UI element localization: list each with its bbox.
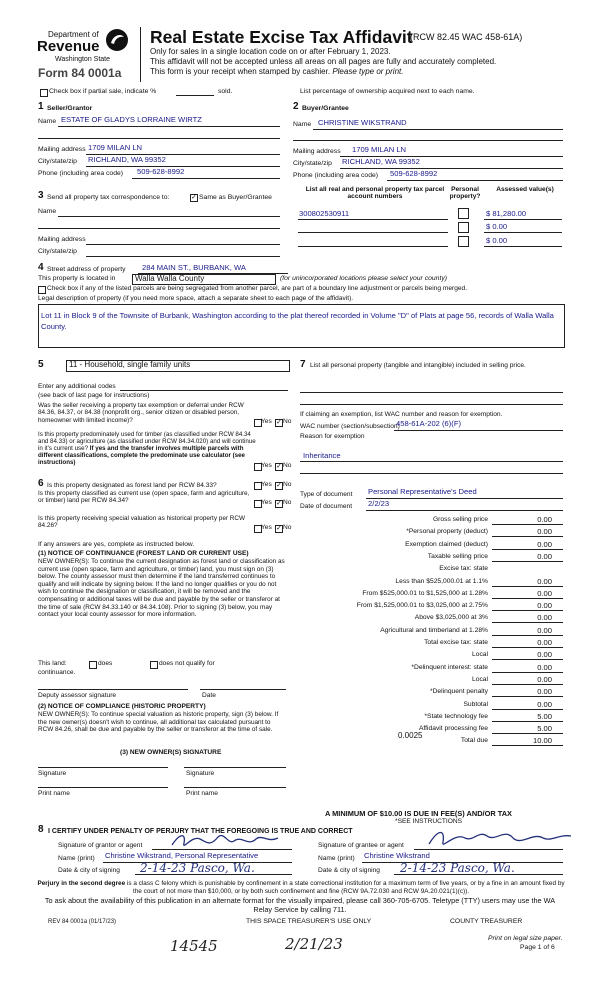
street-section-number: 4: [38, 262, 44, 273]
assessed-value-field[interactable]: $ 0.00: [486, 222, 508, 231]
tax-row-label: *Personal property (deduct): [406, 528, 488, 536]
additional-codes-label: Enter any additional codes: [38, 383, 116, 390]
seller-name-field[interactable]: ESTATE OF GLADYS LORRAINE WIRTZ: [61, 115, 202, 124]
dept-line2: Revenue: [37, 38, 100, 55]
tax-row-value[interactable]: 0.00: [537, 674, 552, 684]
forest-no-checkbox[interactable]: ✓: [276, 482, 282, 489]
additional-codes-line[interactable]: [120, 390, 288, 391]
tax-row-value[interactable]: 10.00: [532, 736, 552, 746]
tax-row-line: [492, 598, 563, 599]
header-note1: Only for sales in a single location code on or after February 1, 2023.: [150, 47, 391, 56]
parcel-number-line[interactable]: [298, 232, 448, 233]
certify-statement: I CERTIFY UNDER PENALTY OF PERJURY THAT THE FOREGOING IS TRUE AND CORRECT: [48, 828, 353, 835]
tax-row-value[interactable]: 0.00: [537, 551, 552, 561]
tax-row-label: Exemption claimed (deduct): [405, 540, 488, 548]
legal-paper-note: Print on legal size paper.: [488, 935, 563, 942]
exemption-no-checkbox[interactable]: ✓: [276, 419, 282, 426]
tax-row-value[interactable]: 0.00: [537, 650, 552, 660]
buyer-city-label: City/state/zip: [293, 160, 332, 167]
tax-row-value[interactable]: 0.00: [537, 527, 552, 537]
personal-property-label: List all personal property (tangible and intangible) included in selling price.: [310, 362, 526, 369]
revenue-logo-icon: [105, 28, 129, 52]
new-owner-signature-title: (3) NEW OWNER(S) SIGNATURE: [120, 749, 222, 756]
historic-yes-label: Yes: [261, 524, 272, 531]
title-rcw: (RCW 82.45 WAC 458-61A): [410, 32, 523, 42]
tax-row-line: [492, 659, 563, 660]
notice-continuance-title: (1) NOTICE OF CONTINUANCE (FOREST LAND OR CURRENT USE): [38, 550, 249, 557]
seller-spacer-line: [38, 138, 280, 139]
tax-row-value[interactable]: 0.00: [537, 687, 552, 697]
buyer-name-field[interactable]: CHRISTINE WIKSTRAND: [318, 118, 407, 127]
new-owner-print-label-2: Print name: [186, 790, 218, 797]
tax-row-label: Excise tax: state: [439, 565, 488, 573]
new-owner-print-line-1[interactable]: [38, 787, 168, 788]
assessed-value-field[interactable]: $ 0.00: [486, 236, 508, 245]
current-use-question: Is this property classified as current use (open space, farm and agriculture, or timber) land per RCW 84.34?: [38, 490, 250, 505]
legal-description-field: Lot 11 in Block 9 of the Townsite of Burbank, Washington according to the plat thereof recorded in Volume "D" of Plats at page 56, records of Walla Walla County.: [41, 311, 554, 331]
timber-yes-label: Yes: [261, 462, 272, 469]
grantee-date-field[interactable]: 2-14-23 Pasco, Wa.: [400, 861, 515, 875]
certify-section-number: 8: [38, 824, 44, 835]
current-use-no-label: No: [283, 499, 292, 506]
tax-row-label: Gross selling price: [432, 516, 488, 523]
buyer-name-line: [313, 129, 563, 130]
tax-row-value[interactable]: 0.00: [537, 638, 552, 647]
personal-property-section-number: 7: [300, 359, 306, 370]
buyer-mailing-label: Mailing address: [293, 148, 341, 155]
local-rate-field[interactable]: 0.0025: [398, 731, 423, 740]
tax-row-line: [492, 696, 563, 697]
exemption-instructions: If claiming an exemption, list WAC number and reason for exemption.: [300, 411, 503, 418]
exemption-no-label: No: [283, 418, 292, 425]
personal-property-col-header: Personal property?: [449, 186, 481, 201]
tax-row-line: [492, 709, 563, 710]
continuance-label: continuance.: [38, 669, 76, 676]
see-instructions-note: *SEE INSTRUCTIONS: [395, 818, 463, 825]
tax-row-label: Local: [472, 651, 488, 659]
tax-row-value[interactable]: 0.00: [537, 625, 552, 635]
wac-field[interactable]: 458-61A-202 (6)(F): [396, 419, 461, 428]
buyer-spacer-line: [293, 140, 563, 141]
buyer-name-label: Name: [293, 121, 312, 128]
segregated-label: Check box if any of the listed parcels are being segregated from another parcel, are part of a boundary line adjustment or parcels being merged.: [47, 285, 468, 292]
seller-mailing-field[interactable]: 1709 MILAN LN: [88, 143, 143, 152]
handwritten-receipt-date: 2/21/23: [285, 935, 343, 953]
correspondence-label: Send all property tax correspondence to:: [47, 194, 170, 201]
assessed-value-line: [484, 219, 562, 220]
tax-row-label: From $1,525,000.01 to $3,025,000 at 2.75%: [356, 602, 488, 610]
tax-row-line: [492, 684, 563, 685]
current-use-no-checkbox[interactable]: ✓: [276, 500, 282, 507]
seller-heading: Seller/Grantor: [47, 105, 93, 112]
tax-row-label: Total excise tax: state: [424, 639, 488, 646]
new-owner-print-label-1: Print name: [38, 790, 70, 797]
exemption-question: Was the seller receiving a property tax exemption or deferral under RCW 84.36, 84.37, or 84.38 (nonprofit org., senior citizen or disabled person, homeowner with limited income)?: [38, 402, 244, 424]
seller-phone-line: [132, 178, 280, 179]
this-land-label: This land:: [38, 660, 67, 667]
use-section-number: 5: [38, 359, 44, 370]
header-divider: [140, 27, 141, 82]
notice-compliance-title: (2) NOTICE OF COMPLIANCE (HISTORIC PROPERTY): [38, 703, 206, 710]
tax-row-line: [492, 561, 563, 562]
new-owner-signature-label-1: Signature: [38, 770, 67, 777]
seller-name-label: Name: [38, 118, 57, 125]
tax-row-label: Subtotal: [463, 700, 488, 708]
buyer-mailing-field[interactable]: 1709 MILAN LN: [352, 145, 407, 154]
tax-row-value[interactable]: 0.00: [537, 515, 552, 524]
assessed-value-field[interactable]: $ 81,280.00: [486, 209, 527, 218]
tax-row-label: Total due: [460, 737, 488, 745]
see-back-label: (see back of last page for instructions): [38, 392, 150, 399]
form-number: Form 84 0001a: [38, 66, 122, 80]
county-treasurer-label: COUNTY TREASURER: [450, 918, 523, 925]
doc-date-field[interactable]: 2/2/23: [368, 499, 390, 508]
does-not-label: does not qualify for: [159, 660, 215, 667]
personal-property-line-1[interactable]: [300, 392, 563, 393]
tax-row-value[interactable]: 0.00: [537, 539, 552, 549]
seller-phone-field[interactable]: 509-628-8992: [137, 167, 185, 176]
doc-type-field[interactable]: Personal Representative's Deed: [368, 487, 477, 496]
assessed-value-line: [484, 246, 562, 247]
tax-row-value[interactable]: 0.00: [537, 662, 552, 672]
grantor-name-label: Name (print): [58, 855, 95, 862]
grantee-name-label: Name (print): [318, 855, 355, 862]
street-field[interactable]: 284 MAIN ST., BURBANK, WA: [142, 263, 246, 272]
segregated-checkbox[interactable]: [38, 286, 46, 294]
grantor-date-label: Date & city of signing: [58, 867, 120, 874]
page-number: Page 1 of 6: [520, 944, 555, 951]
grantor-name-field[interactable]: Christine Wikstrand, Personal Representative: [105, 851, 259, 860]
tax-row-label: Above $3,025,000 at 3%: [414, 614, 488, 622]
tax-row-line: [492, 733, 563, 734]
forest-yes-label: Yes: [261, 481, 272, 488]
wac-line: [394, 430, 563, 431]
parcel-col-header: List all real and personal property tax parcel account numbers: [305, 186, 445, 201]
tax-row-label: *Delinquent penalty: [430, 688, 488, 696]
county-select-value: Walla Walla County: [135, 274, 205, 283]
ownership-note: List percentage of ownership acquired next to each name.: [300, 88, 475, 95]
tax-row-value[interactable]: 5.00: [537, 711, 552, 721]
notice-continuance-text: NEW OWNER(S): To continue the current designation as forest land or classification as current use (open space, farm and agriculture, or timber) land, you must sign on (3) below. The county assessor must then determine if the land transferred continues to qualify and will indicate by signing below. If the land no longer qualifies or you do not wish to continue the designation or classification, it will be removed and the compensating or additional taxes will be due and payable by the seller or transferor at the time of sale (RCW 84.33.140 or 84.34.108). Prior to signing (3) below, you may contact your local county assessor for more information.: [38, 558, 285, 619]
seller-name-line: [58, 126, 280, 127]
historic-no-label: No: [283, 524, 292, 531]
reason-line: [300, 461, 563, 462]
answers-note: If any answers are yes, complete as instructed below.: [38, 541, 195, 548]
buyer-phone-line: [387, 180, 563, 181]
partial-sale-sold: sold.: [218, 88, 233, 95]
designation-section-number: 6: [38, 478, 44, 489]
seller-city-field[interactable]: RICHLAND, WA 99352: [88, 155, 166, 164]
parcel-number-field[interactable]: 300802530911: [299, 209, 350, 218]
tax-row-label: *Delinquent interest: state: [411, 663, 488, 671]
does-label: does: [98, 660, 113, 667]
same-as-buyer-checkbox[interactable]: ✓: [191, 194, 197, 201]
does-not-checkbox[interactable]: [150, 661, 158, 669]
tax-row-label: Affidavit processing fee: [418, 725, 488, 733]
seller-mailing-label: Mailing address: [38, 146, 86, 153]
perjury-notice: Perjury in the second degree is a class C felony which is punishable by confinement in a state correctional institution for a maximum term of five years, or by a fine in an amount fixed by the court of not more than $10,000, or by both such confinement and fine (RCW 9A.72.030 and RCW 9A.20.021(1)(c)).: [37, 880, 565, 895]
land-use-code-value: 11 - Household, single family units: [69, 360, 191, 369]
partial-sale-checkbox[interactable]: [40, 89, 48, 97]
wac-label: WAC number (section/subsection): [300, 423, 400, 430]
located-note: (for unincorporated locations please select your county): [280, 275, 447, 282]
correspondence-mailing-line[interactable]: [86, 244, 280, 245]
grantee-name-field[interactable]: Christine Wikstrand: [364, 851, 430, 860]
legal-description-label: Legal description of property (if you need more space, attach a separate sheet to each page of the affidavit).: [38, 295, 354, 302]
deputy-signature-label: Deputy assessor signature: [38, 692, 117, 699]
correspondence-mailing-label: Mailing address: [38, 236, 86, 243]
new-owner-print-line-2[interactable]: [184, 787, 286, 788]
tax-row-line: [492, 622, 563, 623]
tax-row-line: [492, 745, 563, 746]
tax-row-value[interactable]: 0.00: [537, 588, 552, 598]
historic-no-checkbox[interactable]: ✓: [276, 525, 282, 532]
tax-row-line: [492, 721, 563, 722]
current-use-yes-label: Yes: [261, 499, 272, 506]
buyer-phone-field[interactable]: 509-628-8992: [390, 169, 438, 178]
dept-line1: Department of: [48, 30, 99, 39]
doc-type-label: Type of document: [300, 491, 353, 498]
correspondence-spacer-line: [38, 228, 280, 229]
dept-line3: Washington State: [55, 56, 110, 63]
tax-row-line: [492, 647, 563, 648]
street-label: Street address of property: [47, 266, 126, 273]
doc-date-label: Date of document: [300, 503, 353, 510]
tax-row-label: Taxable selling price: [427, 552, 488, 560]
tax-row-value[interactable]: 0.00: [537, 699, 552, 709]
buyer-phone-label: Phone (including area code): [293, 172, 379, 179]
personal-property-line-2[interactable]: [300, 404, 563, 405]
located-label: This property is located in: [38, 275, 116, 282]
reason-label: Reason for exemption: [300, 433, 365, 440]
tax-row-line: [492, 536, 563, 537]
deputy-signature-line[interactable]: [38, 689, 188, 690]
tax-row-value[interactable]: 0.00: [537, 613, 552, 623]
personal-property-checkbox[interactable]: [458, 222, 469, 233]
partial-sale-percent-line[interactable]: [176, 95, 214, 96]
buyer-city-field[interactable]: RICHLAND, WA 99352: [342, 157, 420, 166]
timber-question: Is this property predominately used for timber (as classified under RCW 84.34 and 84.33) or agriculture (as classified under RCW 84.34.020) and will continue in it's current use? If yes and the transfer involves multiple parcels with different classifications, complete the predominate use calculator (see instructions): [38, 431, 256, 467]
reason-field[interactable]: Inheritance: [303, 451, 341, 460]
grantor-signature-label: Signature of grantor or agent: [58, 842, 143, 849]
correspondence-city-label: City/state/zip: [38, 248, 77, 255]
tax-row-label: *State technology fee: [424, 712, 488, 720]
correspondence-city-line[interactable]: [86, 256, 280, 257]
new-owner-signature-label-2: Signature: [186, 770, 215, 777]
grantee-date-label: Date & city of signing: [318, 867, 380, 874]
tax-row-line: [492, 635, 563, 636]
treasurer-use-label: THIS SPACE TREASURER'S USE ONLY: [246, 918, 372, 925]
forest-question: Is this property designated as forest land per RCW 84.33?: [47, 482, 217, 489]
does-checkbox[interactable]: [89, 661, 97, 669]
forest-no-label: No: [283, 481, 292, 488]
tax-row-label: Local: [472, 675, 488, 683]
seller-phone-label: Phone (including area code): [38, 170, 124, 177]
doc-type-line: [366, 498, 563, 499]
grantee-signature[interactable]: [425, 826, 575, 856]
assessed-value-line: [484, 232, 562, 233]
tax-row-label: From $525,000.01 to $1,525,000 at 1.28%: [362, 589, 488, 597]
parcel-number-line: [298, 219, 448, 220]
deputy-date-label: Date: [202, 692, 216, 699]
header-note2: This affidavit will not be accepted unless all areas on all pages are fully and accurately completed.: [150, 57, 497, 66]
buyer-city-line: [340, 168, 563, 169]
doc-date-line: [366, 510, 563, 511]
header-note3: This form is your receipt when stamped by cashier. Please type or print.: [150, 67, 404, 76]
tax-row-value[interactable]: 5.00: [537, 724, 552, 734]
handwritten-receipt-number: 14545: [170, 937, 218, 955]
grantor-date-field[interactable]: 2-14-23 Pasco, Wa.: [140, 861, 255, 875]
new-owner-signature-line-2[interactable]: [184, 767, 286, 768]
buyer-section-number: 2: [293, 101, 299, 112]
notice-compliance-text: NEW OWNER(S): To continue special valuation as historic property, sign (3) below. If the new owner(s) doesn't wish to continue, all additional tax calculated pursuant to RCW 84.26, shall be due and payable by the seller or transferor at the time of sale.: [38, 711, 279, 734]
reason-line-2[interactable]: [300, 473, 563, 474]
timber-no-label: No: [283, 462, 292, 469]
tax-row-line: [492, 524, 563, 525]
grantee-signature-label: Signature of grantee or agent: [318, 842, 404, 849]
tax-row-line: [492, 672, 563, 673]
correspondence-section-number: 3: [38, 190, 44, 201]
partial-sale-label: Check box if partial sale, indicate %: [49, 88, 157, 95]
revision-label: REV 84 0001a (01/17/23): [48, 919, 117, 925]
page-title: Real Estate Excise Tax Affidavit: [150, 27, 413, 47]
seller-section-number: 1: [38, 101, 44, 112]
tax-row-line: [492, 586, 563, 587]
assessed-col-header: Assessed value(s): [496, 186, 554, 193]
correspondence-name-label: Name: [38, 208, 57, 215]
tax-row-value[interactable]: 0.00: [537, 601, 552, 611]
tax-row-label: Less than $525,000.01 at 1.1%: [395, 577, 488, 585]
personal-property-checkbox[interactable]: [458, 236, 469, 247]
availability-notice: To ask about the availability of this publication in an alternate format for the visually impaired, please call 360-705-6705. Teletype (TTY) users may use the WA Relay Service by calling 711.: [44, 896, 556, 914]
tax-row-value[interactable]: 0.00: [537, 576, 552, 586]
same-as-buyer-label: Same as Buyer/Grantee: [199, 194, 272, 201]
minimum-due-note: A MINIMUM OF $10.00 IS DUE IN FEE(S) AND/OR TAX: [325, 809, 512, 818]
buyer-heading: Buyer/Grantee: [302, 105, 349, 112]
exemption-yes-label: Yes: [261, 418, 272, 425]
correspondence-name-line[interactable]: [58, 216, 280, 217]
parcel-number-line[interactable]: [298, 246, 448, 247]
tax-row-line: [492, 549, 563, 550]
timber-no-checkbox[interactable]: ✓: [276, 463, 282, 470]
deputy-date-line[interactable]: [200, 689, 286, 690]
new-owner-signature-line-1[interactable]: [38, 767, 168, 768]
tax-row-label: Agricultural and timberland at 1.28%: [380, 626, 488, 634]
historic-question: Is this property receiving special valuation as historical property per RCW 84.26?: [38, 515, 246, 530]
tax-row-line: [492, 610, 563, 611]
personal-property-checkbox[interactable]: [458, 208, 469, 219]
seller-city-label: City/state/zip: [38, 158, 77, 165]
